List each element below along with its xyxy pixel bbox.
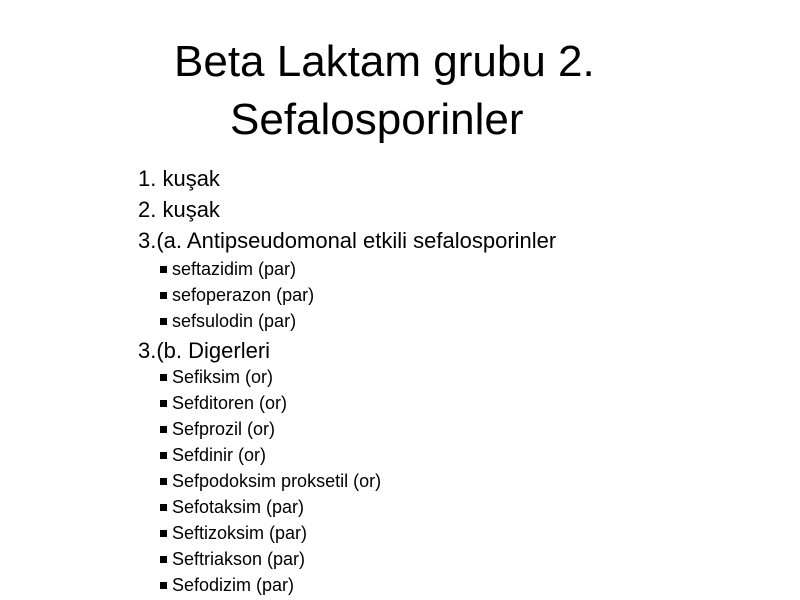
list-subitem-text: sefoperazon (par) (172, 285, 315, 305)
list-subitem (160, 366, 273, 388)
slide-title-line-2: Sefalosporinler (230, 95, 524, 144)
square-bullet-icon (160, 318, 167, 325)
square-bullet-icon (160, 400, 167, 407)
list-subitem-text: Sefditoren (or) (172, 393, 288, 413)
list-subitem (160, 522, 307, 544)
list-item (138, 228, 556, 254)
square-bullet-icon (160, 266, 167, 273)
list-item (138, 197, 220, 223)
list-subitem-text: Seftizoksim (par) (172, 523, 308, 543)
list-item-text: 3.(a. Antipseudomonal etkili sefalosporinler (138, 228, 557, 253)
square-bullet-icon (160, 374, 167, 381)
list-subitem (160, 470, 381, 492)
list-item-text: 1. kuşak (138, 166, 220, 191)
list-item-text: 2. kuşak (138, 197, 220, 222)
list-subitem-text: sefsulodin (par) (172, 311, 297, 331)
list-subitem (160, 496, 304, 518)
square-bullet-icon (160, 292, 167, 299)
list-subitem-text: Sefodizim (par) (172, 575, 295, 595)
list-subitem-text: Sefdinir (or) (172, 445, 267, 465)
list-subitem-text: Sefotaksim (par) (172, 497, 305, 517)
list-subitem (160, 574, 294, 596)
list-subitem-text: Sefprozil (or) (172, 419, 276, 439)
list-item-text: 3.(b. Digerleri (138, 338, 271, 363)
square-bullet-icon (160, 504, 167, 511)
square-bullet-icon (160, 582, 167, 589)
square-bullet-icon (160, 426, 167, 433)
list-subitem (160, 548, 305, 570)
list-subitem (160, 284, 314, 306)
square-bullet-icon (160, 478, 167, 485)
list-item (138, 338, 270, 364)
list-subitem (160, 418, 275, 440)
list-subitem (160, 258, 296, 280)
list-subitem-text: Sefiksim (or) (172, 367, 274, 387)
list-subitem-text: seftazidim (par) (172, 259, 297, 279)
list-subitem-text: Sefpodoksim proksetil (or) (172, 471, 382, 491)
list-item (138, 166, 220, 192)
list-subitem (160, 310, 296, 332)
square-bullet-icon (160, 556, 167, 563)
square-bullet-icon (160, 530, 167, 537)
list-subitem-text: Seftriakson (par) (172, 549, 306, 569)
slide-title-line-1: Beta Laktam grubu 2. (174, 37, 595, 86)
list-subitem (160, 444, 266, 466)
square-bullet-icon (160, 452, 167, 459)
list-subitem (160, 392, 287, 414)
